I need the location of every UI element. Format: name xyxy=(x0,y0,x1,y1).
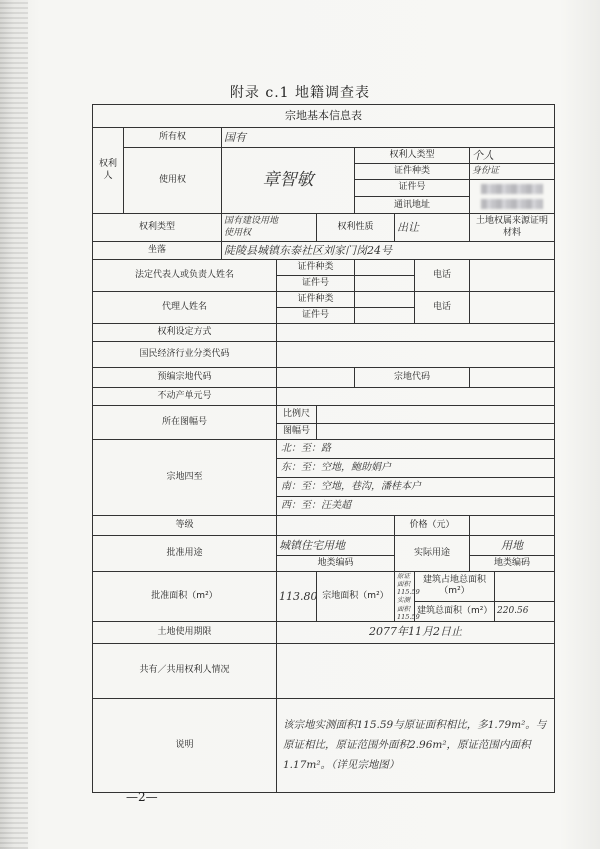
label-building-total: 建筑总面积（m²） xyxy=(415,601,495,621)
label-cert-type-3: 证件种类 xyxy=(277,292,355,308)
label-land-code: 地类编码 xyxy=(277,556,395,572)
label-pre-code: 预编宗地代码 xyxy=(93,368,277,388)
label-use-term: 土地使用期限 xyxy=(93,621,277,643)
parcel-info-table xyxy=(92,104,555,793)
value-use-right: 章智敏 xyxy=(222,148,355,214)
boundary-east: 东：至：空地，鲍助娟户 xyxy=(277,459,555,478)
label-sheet-no: 图幅号 xyxy=(277,424,317,440)
boundary-north: 北：至：路 xyxy=(277,440,555,459)
label-grade: 等级 xyxy=(93,516,277,536)
label-co-owner: 共有／共用权利人情况 xyxy=(93,643,277,698)
label-notes: 说明 xyxy=(93,698,277,792)
redacted-cert-address xyxy=(470,180,555,214)
value-location: 陡陵县城镇东泰社区刘家门岗24号 xyxy=(222,242,555,260)
label-owner-right: 所有权 xyxy=(124,128,222,148)
value-parcel-area-line1: 原证面积115.59 xyxy=(397,572,420,597)
label-agent: 代理人姓名 xyxy=(93,292,277,324)
boundary-south: 南：至：空地，巷沟，潘桂本户 xyxy=(277,478,555,497)
label-parcel-area: 宗地面积（m²） xyxy=(317,572,395,622)
value-cert-type: 身份证 xyxy=(470,164,555,180)
label-location: 坐落 xyxy=(93,242,222,260)
label-approved-use: 批准用途 xyxy=(93,536,277,572)
label-right-holder: 权利人 xyxy=(93,128,124,214)
scan-edge-shadow xyxy=(0,0,28,849)
boundary-west: 西：至：汪美超 xyxy=(277,497,555,516)
value-approved-use: 城镇住宅用地 xyxy=(277,536,395,556)
label-approved-area: 批准面积（m²） xyxy=(93,572,277,622)
value-right-type-line2: 使用权 xyxy=(224,227,252,238)
label-holder-type: 权利人类型 xyxy=(355,148,470,164)
label-price: 价格（元） xyxy=(395,516,470,536)
label-cert-no-3: 证件号 xyxy=(277,308,355,324)
label-land-code-2: 地类编码 xyxy=(470,556,555,572)
label-building-footprint: 建筑占地总面积（m²） xyxy=(415,572,495,602)
redacted-block xyxy=(481,184,543,194)
label-cert-type: 证件种类 xyxy=(355,164,470,180)
label-boundaries: 宗地四至 xyxy=(93,440,277,516)
label-phone-2: 电话 xyxy=(415,292,470,324)
label-map-sheet: 所在图幅号 xyxy=(93,406,277,440)
label-phone: 电话 xyxy=(415,260,470,292)
value-approved-area: 113.80 xyxy=(277,572,317,622)
value-building-total: 220.56 xyxy=(495,601,555,621)
label-setup-method: 权利设定方式 xyxy=(93,324,277,342)
value-actual-use: 用地 xyxy=(470,536,555,556)
value-parcel-area-line2: 实测面积115.59 xyxy=(397,596,420,621)
label-right-type: 权利类型 xyxy=(93,214,222,242)
value-right-type-line1: 国有建设用地 xyxy=(224,216,279,227)
value-use-term: 2077年11月2日止 xyxy=(277,621,555,643)
redacted-block xyxy=(481,199,543,209)
label-source-docs: 土地权属来源证明材料 xyxy=(470,214,555,242)
label-use-right: 使用权 xyxy=(124,148,222,214)
label-industry-code: 国民经济行业分类代码 xyxy=(93,342,277,368)
value-owner-right: 国有 xyxy=(222,128,555,148)
label-unit-no: 不动产单元号 xyxy=(93,388,277,406)
value-right-type xyxy=(222,214,317,242)
label-scale: 比例尺 xyxy=(277,406,317,424)
label-right-nature: 权利性质 xyxy=(317,214,395,242)
label-parcel-code: 宗地代码 xyxy=(355,368,470,388)
label-actual-use: 实际用途 xyxy=(395,536,470,572)
page-number: —2— xyxy=(126,790,158,804)
label-address: 通讯地址 xyxy=(355,196,469,211)
label-legal-rep: 法定代表人或负责人姓名 xyxy=(93,260,277,292)
value-holder-type: 个人 xyxy=(470,148,555,164)
form-heading: 宗地基本信息表 xyxy=(93,105,555,128)
label-cert-no-text: 证件号 xyxy=(398,181,426,192)
document-title: 附录 c.1 地籍调查表 xyxy=(229,85,371,101)
value-right-nature: 出让 xyxy=(395,214,470,242)
label-cert-no-2: 证件号 xyxy=(277,276,355,292)
value-parcel-area xyxy=(395,572,420,622)
label-cert-type-2: 证件种类 xyxy=(277,260,355,276)
value-notes: 该宗地实测面积115.59与原证面积相比，多1.79m²。与原证相比，原证范围外面积2.96m²，原证范围内面积1.17m²。（详见宗地图） xyxy=(277,698,555,792)
label-cert-no xyxy=(355,180,470,214)
